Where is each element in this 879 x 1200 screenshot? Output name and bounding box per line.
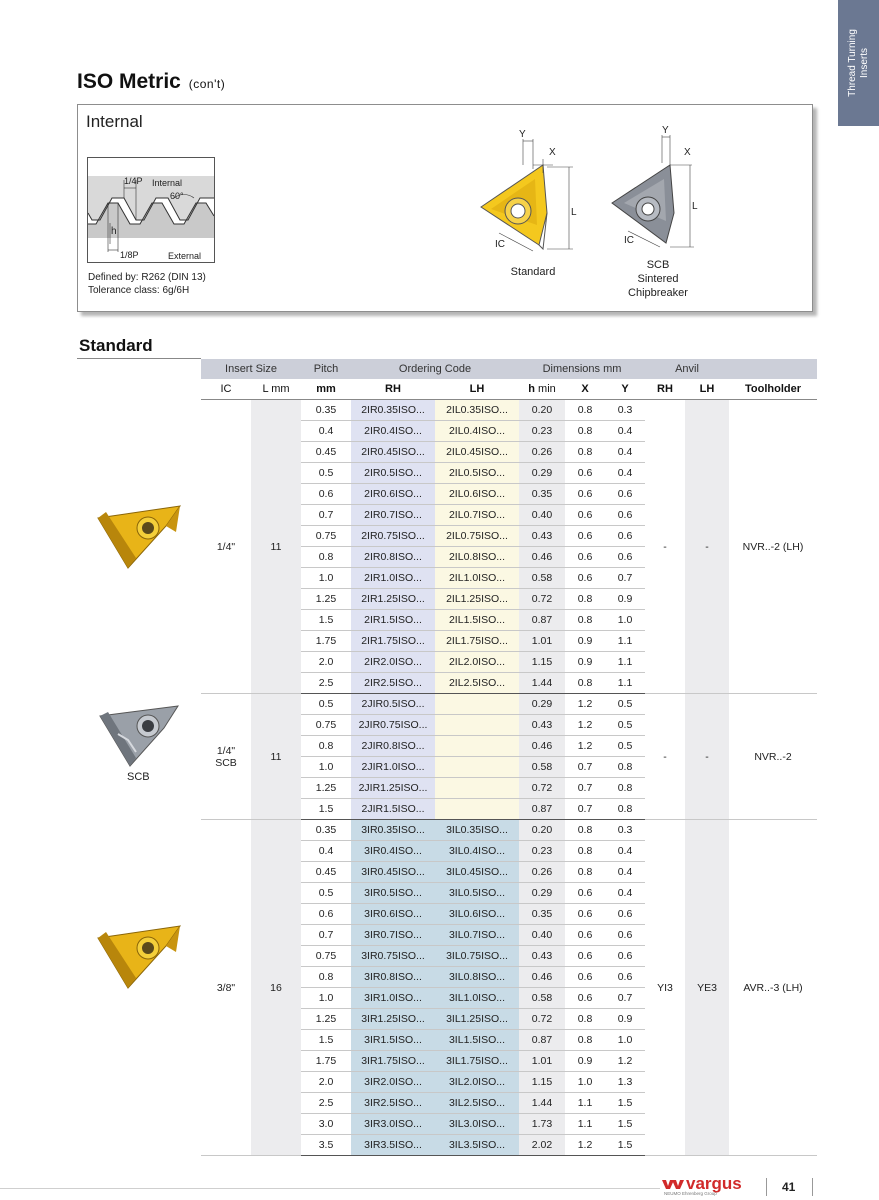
cell-rh-code: 3IR1.5ISO... [351, 1030, 435, 1051]
cell-rh-code: 2JIR1.0ISO... [351, 757, 435, 778]
cell-y: 1.5 [605, 1114, 645, 1135]
page-number: 41 [782, 1180, 796, 1194]
cell-pitch: 1.5 [301, 1030, 351, 1051]
cell-x: 0.8 [565, 421, 605, 442]
cell-x: 0.6 [565, 925, 605, 946]
cell-h-min: 0.43 [519, 946, 565, 967]
cell-lh-code [435, 694, 519, 715]
cell-x: 1.0 [565, 1072, 605, 1093]
scb-caption: SCB Sintered Chipbreaker [628, 259, 688, 299]
cell-anvil-rh: - [645, 400, 685, 694]
cell-pitch: 0.4 [301, 841, 351, 862]
group-header-pitch: Pitch [301, 359, 351, 379]
cell-pitch: 0.5 [301, 694, 351, 715]
cell-rh-code: 2IR0.35ISO... [351, 400, 435, 421]
col-header-toolholder: Toolholder [729, 379, 817, 400]
cell-h-min: 0.58 [519, 568, 565, 589]
cell-rh-code: 2JIR0.8ISO... [351, 736, 435, 757]
cell-h-min: 0.72 [519, 589, 565, 610]
cell-h-min: 1.15 [519, 1072, 565, 1093]
cell-lh-code: 2IL1.75ISO... [435, 631, 519, 652]
cell-rh-code: 2IR0.75ISO... [351, 526, 435, 547]
group-header-anvil: Anvil [645, 359, 729, 379]
cell-lh-code: 2IL2.0ISO... [435, 652, 519, 673]
cell-x: 0.8 [565, 442, 605, 463]
table-row [201, 694, 817, 715]
group-header-dimensions: Dimensions mm [519, 359, 645, 379]
cell-rh-code: 2IR1.0ISO... [351, 568, 435, 589]
cell-x: 0.7 [565, 799, 605, 820]
cell-rh-code: 3IR0.35ISO... [351, 820, 435, 841]
cell-x: 0.7 [565, 757, 605, 778]
cell-pitch: 0.35 [301, 400, 351, 421]
cell-lh-code: 3IL0.35ISO... [435, 820, 519, 841]
col-header-y: Y [605, 379, 645, 400]
cell-x: 0.8 [565, 841, 605, 862]
cell-lh-code [435, 736, 519, 757]
cell-pitch: 1.25 [301, 1009, 351, 1030]
cell-x: 0.6 [565, 883, 605, 904]
defined-by-text: Defined by: R262 (DIN 13) [88, 272, 206, 283]
group-header-insert-size: Insert Size [201, 359, 301, 379]
table-row [201, 400, 817, 421]
cell-h-min: 0.87 [519, 799, 565, 820]
cell-h-min: 0.72 [519, 1009, 565, 1030]
cell-h-min: 1.44 [519, 673, 565, 694]
cell-rh-code: 3IR0.7ISO... [351, 925, 435, 946]
cell-x: 0.8 [565, 610, 605, 631]
cell-l: 11 [251, 694, 301, 820]
cell-lh-code: 3IL0.4ISO... [435, 841, 519, 862]
cell-lh-code: 2IL0.7ISO... [435, 505, 519, 526]
cell-pitch: 0.45 [301, 862, 351, 883]
cell-h-min: 0.58 [519, 757, 565, 778]
cell-y: 0.4 [605, 463, 645, 484]
cell-x: 1.2 [565, 694, 605, 715]
cell-rh-code: 3IR0.6ISO... [351, 904, 435, 925]
cell-h-min: 0.20 [519, 400, 565, 421]
cell-rh-code: 3IR2.5ISO... [351, 1093, 435, 1114]
cell-lh-code: 3IL1.5ISO... [435, 1030, 519, 1051]
cell-lh-code: 2IL0.5ISO... [435, 463, 519, 484]
table-group-header-row [201, 359, 817, 379]
cell-pitch: 2.5 [301, 673, 351, 694]
cell-lh-code: 2IL1.5ISO... [435, 610, 519, 631]
cell-h-min: 0.72 [519, 778, 565, 799]
cell-l: 11 [251, 400, 301, 694]
cell-rh-code: 2IR2.0ISO... [351, 652, 435, 673]
cell-pitch: 2.0 [301, 1072, 351, 1093]
cell-pitch: 0.8 [301, 547, 351, 568]
profile-label-internal: Internal [152, 178, 183, 188]
cell-h-min: 0.58 [519, 988, 565, 1009]
insert-photo-scb [98, 700, 180, 768]
cell-y: 1.0 [605, 1030, 645, 1051]
col-header-anvil-rh: RH [645, 379, 685, 400]
profile-label-angle: 60° [170, 191, 184, 201]
cell-rh-code: 3IR1.75ISO... [351, 1051, 435, 1072]
col-header-l: L mm [251, 379, 301, 400]
cell-lh-code: 2IL0.35ISO... [435, 400, 519, 421]
thread-standard-info [88, 271, 206, 297]
cell-x: 0.8 [565, 673, 605, 694]
cell-anvil-lh: YE3 [685, 820, 729, 1156]
cell-rh-code: 3IR0.4ISO... [351, 841, 435, 862]
cell-rh-code: 2IR2.5ISO... [351, 673, 435, 694]
cell-y: 0.6 [605, 505, 645, 526]
cell-h-min: 0.29 [519, 694, 565, 715]
section-title-rule [77, 358, 201, 359]
cell-rh-code: 3IR1.25ISO... [351, 1009, 435, 1030]
cell-x: 0.8 [565, 400, 605, 421]
cell-y: 0.6 [605, 547, 645, 568]
cell-lh-code: 3IL2.0ISO... [435, 1072, 519, 1093]
cell-x: 0.6 [565, 568, 605, 589]
cell-y: 0.4 [605, 421, 645, 442]
cell-ic: 1/4" SCB [201, 694, 251, 820]
cell-rh-code: 2IR0.5ISO... [351, 463, 435, 484]
profile-label-external: External [168, 251, 202, 261]
cell-y: 0.8 [605, 757, 645, 778]
cell-y: 0.6 [605, 946, 645, 967]
cell-x: 0.8 [565, 1030, 605, 1051]
footer-rule [0, 1188, 660, 1189]
cell-h-min: 0.46 [519, 967, 565, 988]
cell-x: 0.6 [565, 988, 605, 1009]
cell-y: 0.6 [605, 967, 645, 988]
cell-lh-code: 3IL1.75ISO... [435, 1051, 519, 1072]
cell-h-min: 0.43 [519, 715, 565, 736]
cell-x: 0.6 [565, 484, 605, 505]
cell-pitch: 1.25 [301, 589, 351, 610]
thread-profile-diagram [87, 157, 215, 263]
scb-dim-x: X [684, 147, 691, 158]
cell-y: 0.6 [605, 484, 645, 505]
cell-x: 0.7 [565, 778, 605, 799]
cell-pitch: 0.6 [301, 484, 351, 505]
cell-rh-code: 2JIR1.5ISO... [351, 799, 435, 820]
cell-lh-code [435, 757, 519, 778]
vargus-logo [662, 1174, 762, 1196]
cell-h-min: 1.44 [519, 1093, 565, 1114]
cell-h-min: 0.26 [519, 862, 565, 883]
cell-y: 0.6 [605, 526, 645, 547]
cell-y: 0.7 [605, 988, 645, 1009]
cell-lh-code: 3IL1.0ISO... [435, 988, 519, 1009]
cell-y: 0.9 [605, 589, 645, 610]
standard-caption: Standard [510, 266, 556, 278]
cell-y: 1.0 [605, 610, 645, 631]
cell-y: 1.1 [605, 673, 645, 694]
cell-y: 0.3 [605, 400, 645, 421]
cell-pitch: 1.0 [301, 988, 351, 1009]
cell-y: 0.9 [605, 1009, 645, 1030]
col-header-x: X [565, 379, 605, 400]
cell-y: 0.4 [605, 862, 645, 883]
col-header-rh: RH [351, 379, 435, 400]
panel-title: Internal [86, 112, 143, 131]
cell-rh-code: 2JIR1.25ISO... [351, 778, 435, 799]
cell-x: 0.8 [565, 820, 605, 841]
page-title: ISO Metric (con't) [77, 70, 226, 93]
page-subtitle: (con't) [188, 77, 226, 91]
cell-y: 1.2 [605, 1051, 645, 1072]
cell-pitch: 0.75 [301, 526, 351, 547]
cell-pitch: 0.75 [301, 946, 351, 967]
group-header-blank [729, 359, 817, 379]
cell-x: 0.6 [565, 463, 605, 484]
cell-x: 0.6 [565, 967, 605, 988]
cell-lh-code: 2IL1.0ISO... [435, 568, 519, 589]
cell-x: 1.1 [565, 1114, 605, 1135]
cell-lh-code: 3IL3.0ISO... [435, 1114, 519, 1135]
cell-lh-code: 2IL0.45ISO... [435, 442, 519, 463]
std-dim-ic: IC [495, 239, 505, 250]
footer-divider-right [812, 1178, 813, 1196]
cell-pitch: 2.0 [301, 652, 351, 673]
cell-y: 0.8 [605, 799, 645, 820]
cell-pitch: 0.8 [301, 967, 351, 988]
section-side-tab [838, 0, 879, 126]
tolerance-class-text: Tolerance class: 6g/6H [88, 285, 190, 296]
cell-h-min: 2.02 [519, 1135, 565, 1156]
cell-l: 16 [251, 820, 301, 1156]
cell-pitch: 0.35 [301, 820, 351, 841]
insert-photo-quarter-inch [96, 498, 182, 570]
cell-lh-code: 2IL0.6ISO... [435, 484, 519, 505]
cell-rh-code: 3IR3.0ISO... [351, 1114, 435, 1135]
cell-h-min: 0.29 [519, 463, 565, 484]
cell-pitch: 1.5 [301, 799, 351, 820]
cell-toolholder: NVR..-2 (LH) [729, 400, 817, 694]
table-row [201, 820, 817, 841]
cell-rh-code: 3IR0.5ISO... [351, 883, 435, 904]
cell-lh-code: 3IL3.5ISO... [435, 1135, 519, 1156]
cell-x: 0.8 [565, 589, 605, 610]
cell-pitch: 0.45 [301, 442, 351, 463]
cell-x: 0.8 [565, 1009, 605, 1030]
cell-rh-code: 3IR2.0ISO... [351, 1072, 435, 1093]
cell-x: 0.9 [565, 1051, 605, 1072]
cell-lh-code [435, 799, 519, 820]
cell-h-min: 0.23 [519, 841, 565, 862]
cell-lh-code: 2IL0.75ISO... [435, 526, 519, 547]
cell-pitch: 0.7 [301, 505, 351, 526]
cell-h-min: 0.46 [519, 547, 565, 568]
cell-ic: 1/4" [201, 400, 251, 694]
cell-lh-code: 3IL0.75ISO... [435, 946, 519, 967]
spec-table [201, 359, 817, 1156]
profile-label-quarter-p: 1/4P [124, 176, 143, 186]
cell-y: 0.4 [605, 841, 645, 862]
scb-dim-l: L [692, 201, 698, 212]
col-header-lh: LH [435, 379, 519, 400]
cell-y: 1.3 [605, 1072, 645, 1093]
cell-pitch: 0.8 [301, 736, 351, 757]
table-column-header-row [201, 379, 817, 400]
std-dim-x: X [549, 147, 556, 158]
cell-lh-code: 3IL0.5ISO... [435, 883, 519, 904]
cell-h-min: 0.87 [519, 1030, 565, 1051]
cell-ic: 3/8" [201, 820, 251, 1156]
cell-y: 0.5 [605, 715, 645, 736]
cell-rh-code: 2IR0.7ISO... [351, 505, 435, 526]
cell-rh-code: 2JIR0.75ISO... [351, 715, 435, 736]
cell-y: 0.6 [605, 904, 645, 925]
scb-dim-ic: IC [624, 235, 634, 246]
cell-h-min: 0.23 [519, 421, 565, 442]
cell-h-min: 1.73 [519, 1114, 565, 1135]
cell-lh-code [435, 715, 519, 736]
cell-pitch: 1.75 [301, 1051, 351, 1072]
cell-lh-code: 2IL2.5ISO... [435, 673, 519, 694]
cell-lh-code: 3IL0.8ISO... [435, 967, 519, 988]
cell-pitch: 0.5 [301, 883, 351, 904]
cell-h-min: 0.87 [519, 610, 565, 631]
cell-rh-code: 2IR0.8ISO... [351, 547, 435, 568]
profile-label-eighth-p: 1/8P [120, 250, 139, 260]
cell-rh-code: 2IR1.75ISO... [351, 631, 435, 652]
cell-lh-code: 2IL0.4ISO... [435, 421, 519, 442]
cell-toolholder: AVR..-3 (LH) [729, 820, 817, 1156]
cell-pitch: 0.5 [301, 463, 351, 484]
cell-h-min: 0.35 [519, 904, 565, 925]
cell-x: 1.2 [565, 736, 605, 757]
profile-label-h: h [111, 226, 117, 237]
cell-h-min: 0.46 [519, 736, 565, 757]
cell-x: 0.9 [565, 631, 605, 652]
scb-photo-label: SCB [127, 771, 150, 783]
cell-h-min: 1.15 [519, 652, 565, 673]
cell-x: 0.6 [565, 547, 605, 568]
cell-h-min: 0.29 [519, 883, 565, 904]
cell-rh-code: 2IR0.6ISO... [351, 484, 435, 505]
cell-lh-code: 3IL1.25ISO... [435, 1009, 519, 1030]
col-header-pitch: mm [301, 379, 351, 400]
cell-h-min: 0.35 [519, 484, 565, 505]
std-dim-y: Y [519, 129, 526, 140]
col-header-anvil-lh: LH [685, 379, 729, 400]
cell-anvil-rh: - [645, 694, 685, 820]
footer-divider [766, 1178, 767, 1196]
cell-rh-code: 2IR0.4ISO... [351, 421, 435, 442]
cell-pitch: 2.5 [301, 1093, 351, 1114]
cell-rh-code: 3IR1.0ISO... [351, 988, 435, 1009]
cell-pitch: 0.4 [301, 421, 351, 442]
cell-pitch: 1.0 [301, 568, 351, 589]
cell-y: 0.4 [605, 442, 645, 463]
cell-h-min: 0.26 [519, 442, 565, 463]
cell-pitch: 0.7 [301, 925, 351, 946]
cell-pitch: 1.0 [301, 757, 351, 778]
section-title: Standard [79, 336, 153, 355]
cell-rh-code: 3IR0.8ISO... [351, 967, 435, 988]
cell-y: 0.5 [605, 694, 645, 715]
col-header-h: h min [519, 379, 565, 400]
cell-lh-code: 3IL0.45ISO... [435, 862, 519, 883]
cell-x: 0.6 [565, 526, 605, 547]
cell-y: 1.5 [605, 1135, 645, 1156]
cell-lh-code: 3IL2.5ISO... [435, 1093, 519, 1114]
cell-rh-code: 2IR0.45ISO... [351, 442, 435, 463]
cell-h-min: 0.20 [519, 820, 565, 841]
logo-brand-text: vargus [686, 1174, 742, 1193]
scb-insert-drawing [608, 123, 718, 251]
cell-y: 1.1 [605, 652, 645, 673]
cell-y: 0.8 [605, 778, 645, 799]
scb-dim-y: Y [662, 125, 669, 136]
group-header-ordering-code: Ordering Code [351, 359, 519, 379]
cell-y: 0.7 [605, 568, 645, 589]
cell-x: 1.2 [565, 1135, 605, 1156]
cell-x: 1.2 [565, 715, 605, 736]
cell-h-min: 0.43 [519, 526, 565, 547]
std-dim-l: L [571, 207, 577, 218]
cell-h-min: 0.40 [519, 505, 565, 526]
cell-y: 0.5 [605, 736, 645, 757]
cell-rh-code: 2IR1.25ISO... [351, 589, 435, 610]
cell-pitch: 3.5 [301, 1135, 351, 1156]
cell-rh-code: 3IR0.75ISO... [351, 946, 435, 967]
internal-thread-panel [77, 104, 813, 312]
cell-anvil-lh: - [685, 400, 729, 694]
cell-y: 1.5 [605, 1093, 645, 1114]
side-tab-text: Thread Turning Inserts [846, 29, 870, 97]
cell-anvil-lh: - [685, 694, 729, 820]
cell-y: 1.1 [605, 631, 645, 652]
cell-x: 0.6 [565, 946, 605, 967]
cell-rh-code: 3IR3.5ISO... [351, 1135, 435, 1156]
cell-rh-code: 2JIR0.5ISO... [351, 694, 435, 715]
cell-y: 0.6 [605, 925, 645, 946]
cell-x: 0.6 [565, 505, 605, 526]
cell-x: 0.9 [565, 652, 605, 673]
cell-x: 0.8 [565, 862, 605, 883]
cell-h-min: 0.40 [519, 925, 565, 946]
cell-rh-code: 2IR1.5ISO... [351, 610, 435, 631]
cell-lh-code: 2IL0.8ISO... [435, 547, 519, 568]
cell-lh-code: 3IL0.6ISO... [435, 904, 519, 925]
cell-lh-code [435, 778, 519, 799]
logo-tagline-text: NEUMO Ehrenberg Group [664, 1191, 717, 1196]
cell-rh-code: 3IR0.45ISO... [351, 862, 435, 883]
col-header-ic: IC [201, 379, 251, 400]
cell-pitch: 0.75 [301, 715, 351, 736]
cell-toolholder: NVR..-2 [729, 694, 817, 820]
cell-pitch: 1.25 [301, 778, 351, 799]
cell-pitch: 1.5 [301, 610, 351, 631]
cell-y: 0.4 [605, 883, 645, 904]
cell-anvil-rh: YI3 [645, 820, 685, 1156]
insert-photo-three-eighth-inch [96, 918, 182, 990]
cell-lh-code: 2IL1.25ISO... [435, 589, 519, 610]
cell-pitch: 1.75 [301, 631, 351, 652]
standard-insert-drawing [473, 125, 593, 265]
cell-lh-code: 3IL0.7ISO... [435, 925, 519, 946]
cell-pitch: 3.0 [301, 1114, 351, 1135]
cell-pitch: 0.6 [301, 904, 351, 925]
spec-table-body [201, 400, 817, 1156]
cell-h-min: 1.01 [519, 631, 565, 652]
cell-y: 0.3 [605, 820, 645, 841]
cell-x: 1.1 [565, 1093, 605, 1114]
cell-h-min: 1.01 [519, 1051, 565, 1072]
thread-profile-svg [88, 158, 214, 262]
cell-x: 0.6 [565, 904, 605, 925]
